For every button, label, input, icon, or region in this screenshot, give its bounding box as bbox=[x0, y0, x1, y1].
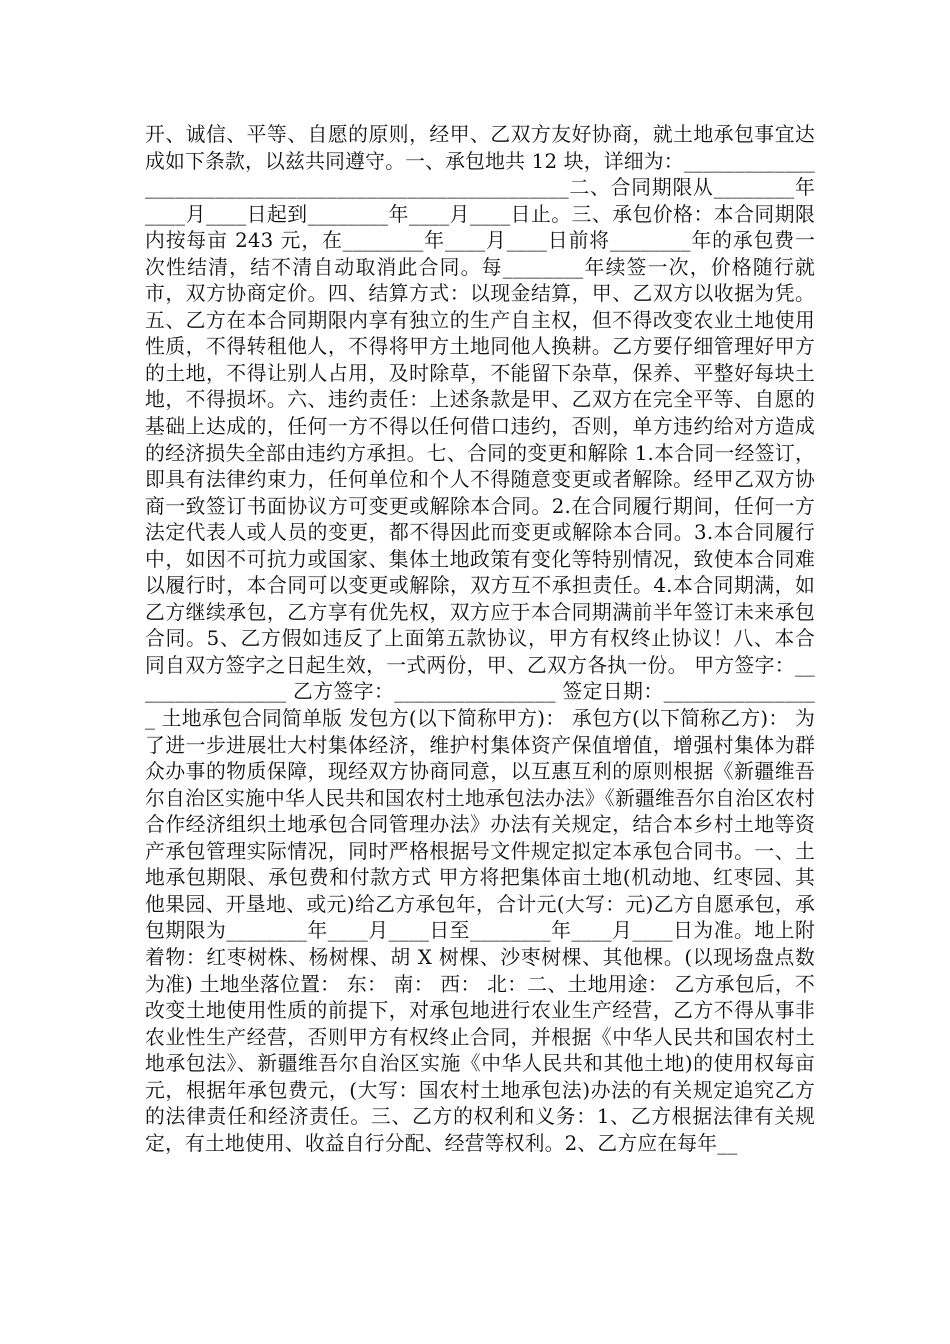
contract-text-block bbox=[145, 122, 815, 1157]
contract-body-paragraph: 开、诚信、平等、自愿的原则，经甲、乙双方友好协商，就土地承包事宜达成如下条款，以兹共同遵守。一、承包地共 12 块，详细为：_______________________________________________________二、合同期限从________年____月____日起到________年____月____日止。三、承包价格：本合同期限内按每亩 243 元，在________年____月____日前将________年的承包费一次性结清，结不清自动取消此合同。每________年续签一次，价格随行就市，双方协商定价。四、结算方式：以现金结算，甲、乙双方以收据为凭。五、乙方在本合同期限内享有独立的生产自主权，但不得改变农业土地使用性质，不得转租他人，不得将甲方土地同他人换耕。乙方要仔细管理好甲方的土地，不得让别人占用，及时除草，不能留下杂草，保养、平整好每块土地，不得损坏。六、违约责任：上述条款是甲、乙双方在完全平等、自愿的基础上达成的，任何一方不得以任何借口违约，否则，单方违约给对方造成的经济损失全部由违约方承担。七、合同的变更和解除 1.本合同一经签订，即具有法律约束力，任何单位和个人不得随意变更或者解除。经甲乙双方协商一致签订书面协议方可变更或解除本合同。2.在合同履行期间，任何一方法定代表人或人员的变更，都不得因此而变更或解除本合同。3.本合同履行中，如因不可抗力或国家、集体土地政策有变化等特别情况，致使本合同难以履行时，本合同可以变更或解除，双方互不承担责任。4.本合同期满，如乙方继续承包，乙方享有优先权，双方应于本合同期满前半年签订未来承包合同。5、乙方假如违反了上面第五款协议，甲方有权终止协议！八、本合同自双方签字之日起生效，一式两份，甲、乙双方各执一份。 甲方签字：________________ 乙方签字：________________ 签定日期：________________ 土地承包合同简单版 发包方(以下简称甲方)： 承包方(以下简称乙方)： 为了进一步进展壮大村集体经济，维护村集体资产保值增值，增强村集体为群众办事的物质保障，现经双方协商同意，以互惠互利的原则根据《新疆维吾尔自治区实施中华人民共和国农村土地承包法办法》《新疆维吾尔自治区农村合作经济组织土地承包合同管理办法》办法有关规定，结合本乡村土地等资产承包管理实际情况，同时严格根据号文件规定拟定本承包合同书。一、土地承包期限、承包费和付款方式 甲方将把集体亩土地(机动地、红枣园、其他果园、开垦地、或元)给乙方承包年，合计元(大写：元)乙方自愿承包，承包期限为________年____月____日至________年____月____日为准。地上附着物：红枣树株、杨树棵、胡 X 树棵、沙枣树棵、其他棵。(以现场盘点数为准) 土地坐落位置： 东： 南： 西： 北：二、土地用途： 乙方承包后，不改变土地使用性质的前提下，对承包地进行农业生产经营，乙方不得从事非农业性生产经营，否则甲方有权终止合同，并根据《中华人民共和国农村土地承包法》、新疆维吾尔自治区实施《中华人民共和其他土地)的使用权每亩元，根据年承包费元，(大写：国农村土地承包法)办法的有关规定追究乙方的法律责任和经济责任。三、乙方的权利和义务：1、乙方根据法律有关规定，有土地使用、收益自行分配、经营等权利。2、乙方应在每年__ bbox=[145, 123, 815, 1155]
